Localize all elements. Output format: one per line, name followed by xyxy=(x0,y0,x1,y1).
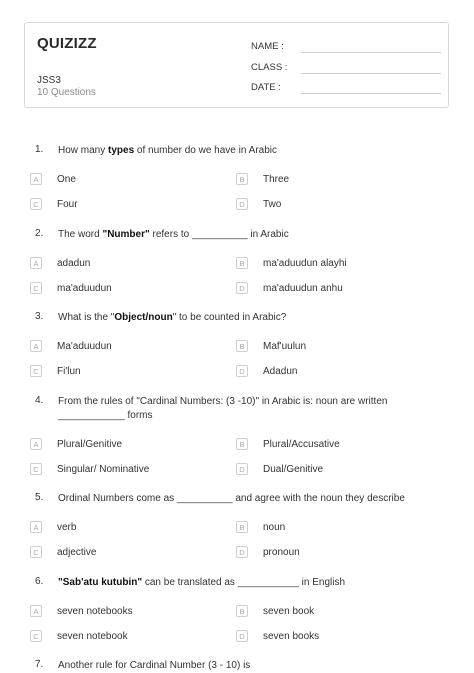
option-text: Dual/Genitive xyxy=(263,464,324,475)
option-letter-box[interactable]: D xyxy=(236,630,248,642)
quizizz-logo: QUIZIZZ xyxy=(37,35,97,52)
option-letter-box[interactable]: D xyxy=(236,546,248,558)
option-text: Four xyxy=(57,199,78,210)
option-text: Maf'uulun xyxy=(263,341,307,352)
question-text: The word "Number" refers to __________ in Arabic xyxy=(58,229,289,240)
option-text: adadun xyxy=(57,258,91,269)
option-letter-box[interactable]: D xyxy=(236,282,248,294)
question-number: 1. xyxy=(35,144,44,155)
option-text: pronoun xyxy=(263,547,300,558)
option-text: Plural/Accusative xyxy=(263,439,340,450)
option-letter-box[interactable]: D xyxy=(236,198,248,210)
question-text: Ordinal Numbers come as __________ and agree with the noun they describe xyxy=(58,493,405,504)
option-letter-box[interactable]: A xyxy=(30,173,42,185)
question-number: 4. xyxy=(35,395,44,406)
question-keyword: types xyxy=(108,145,135,156)
question-text: "Sab'atu kutubin" can be translated as ___________ in English xyxy=(58,577,346,588)
option-text: seven notebooks xyxy=(57,606,133,617)
class-field xyxy=(251,62,441,76)
option-letter-box[interactable]: B xyxy=(236,605,248,617)
option-letter-box[interactable]: A xyxy=(30,257,42,269)
option-letter-box[interactable]: B xyxy=(236,340,248,352)
option-text: seven book xyxy=(263,606,315,617)
option-letter-box[interactable]: C xyxy=(30,198,42,210)
name-label: NAME : xyxy=(251,41,284,52)
question-number: 2. xyxy=(35,228,44,239)
question-text: What is the "Object/noun" to be counted in Arabic? xyxy=(58,312,287,323)
option-text: Two xyxy=(263,199,282,210)
option-text: seven books xyxy=(263,631,320,642)
option-letter-box[interactable]: A xyxy=(30,340,42,352)
option-letter-box[interactable]: D xyxy=(236,463,248,475)
option-letter-box[interactable]: C xyxy=(30,365,42,377)
option-letter-box[interactable]: A xyxy=(30,438,42,450)
worksheet-header xyxy=(24,22,449,108)
question-text: Another rule for Cardinal Number (3 - 10) is xyxy=(58,660,251,671)
question-number: 5. xyxy=(35,492,44,503)
option-text: Plural/Genitive xyxy=(57,439,123,450)
option-letter-box[interactable]: D xyxy=(236,365,248,377)
option-letter-box[interactable]: B xyxy=(236,438,248,450)
option-text: One xyxy=(57,174,76,185)
question-keyword: Object/noun xyxy=(114,312,173,323)
option-text: Ma'aduudun xyxy=(57,341,112,352)
option-text: Fi'lun xyxy=(57,366,81,377)
date-label: DATE : xyxy=(251,82,281,93)
option-text: noun xyxy=(263,522,286,533)
option-letter-box[interactable]: B xyxy=(236,173,248,185)
name-line xyxy=(301,52,441,53)
option-letter-box[interactable]: A xyxy=(30,605,42,617)
option-letter-box[interactable]: C xyxy=(30,546,42,558)
option-text: ma'aduudun alayhi xyxy=(263,258,347,269)
option-letter-box[interactable]: B xyxy=(236,257,248,269)
option-text: ma'aduudun xyxy=(57,283,112,294)
question-number: 6. xyxy=(35,576,44,587)
question-keyword: "Sab'atu kutubin" xyxy=(58,577,143,588)
option-letter-box[interactable]: A xyxy=(30,521,42,533)
option-text: Singular/ Nominative xyxy=(57,464,150,475)
option-text: verb xyxy=(57,522,77,533)
question-text: How many types of number do we have in Arabic xyxy=(58,145,278,156)
question-text: From the rules of "Cardinal Numbers: (3 -10)" in Arabic is: noun are written ____________ forms xyxy=(58,396,388,421)
class-label: CLASS : xyxy=(251,62,288,73)
question-keyword: "Number" xyxy=(102,229,150,240)
option-letter-box[interactable]: C xyxy=(30,630,42,642)
option-text: seven notebook xyxy=(57,631,128,642)
option-text: Three xyxy=(263,174,290,185)
date-line xyxy=(301,93,441,94)
option-text: ma'aduudun anhu xyxy=(263,283,343,294)
option-letter-box[interactable]: C xyxy=(30,463,42,475)
class-line xyxy=(301,73,441,74)
option-letter-box[interactable]: B xyxy=(236,521,248,533)
option-letter-box[interactable]: C xyxy=(30,282,42,294)
worksheet-title: JSS3 xyxy=(37,75,61,86)
option-text: adjective xyxy=(57,547,97,558)
name-field xyxy=(251,41,441,55)
option-text: Adadun xyxy=(263,366,298,377)
question-number: 7. xyxy=(35,659,44,670)
question-count: 10 Questions xyxy=(37,87,96,98)
date-field xyxy=(251,82,441,96)
question-number: 3. xyxy=(35,311,44,322)
